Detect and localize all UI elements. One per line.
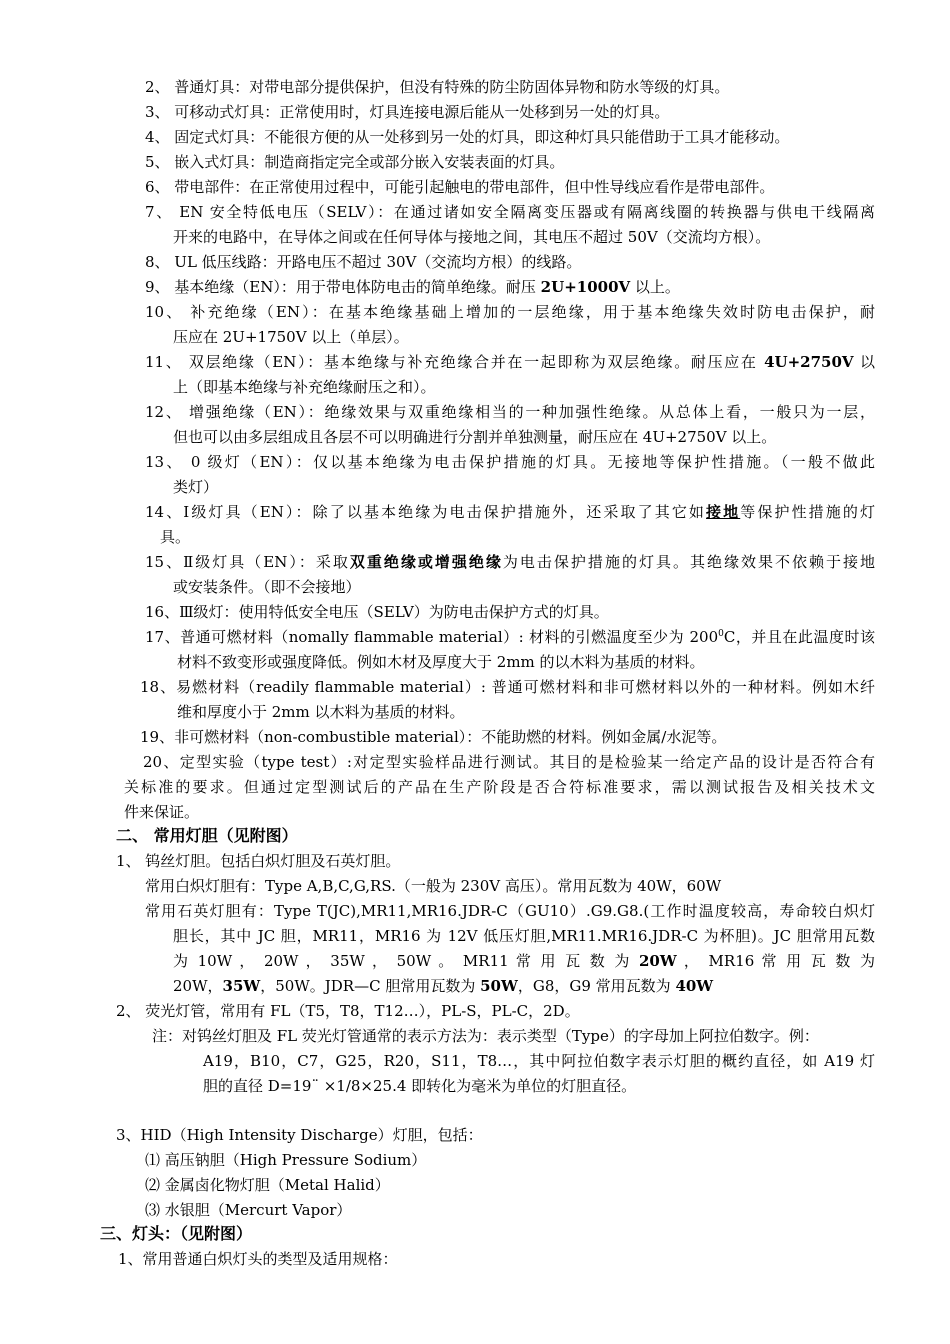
item-11-line2: 上（即基本绝缘与补充绝缘耐压之和）。 [173, 378, 436, 396]
item-15-line1: 15、Ⅱ级灯具（EN）：采取双重绝缘或增强绝缘为电击保护措施的灯具。其绝缘效果不依赖于接地 [145, 553, 875, 571]
item-16: 16、Ⅲ级灯：使用特低安全电压（SELV）为防电击保护方式的灯具。 [145, 603, 609, 621]
item-20-line1: 20、定型实验（type test）:对定型实验样品进行测试。其目的是检验某一给定产品的设计是否符合有 [143, 753, 875, 771]
hid-metal-halide: ⑵ 金属卤化物灯胆（Metal Halid） [145, 1176, 390, 1194]
item-2: 2、 普通灯具：对带电部分提供保护，但没有特殊的防尘防固体异物和防水等级的灯具。 [145, 78, 730, 96]
item-8: 8、 UL 低压线路：开路电压不超过 30V（交流均方根）的线路。 [145, 253, 582, 271]
item-17-line1: 17、普通可燃材料（nomally flammable material）: 材料的引燃温度至少为 $200^0C$，并且在此温度时该 [145, 628, 875, 646]
section-3-heading: 三、灯头：（见附图） [100, 1224, 253, 1243]
item-12-line1: 12、 增强绝缘（EN）：绝缘效果与双重绝缘相当的一种加强性绝缘。从总体上看，一般只为一层， [145, 403, 875, 421]
hid-mercury: ⑶ 水银胆（Mercurt Vapor） [145, 1201, 352, 1219]
item-18-line2: 维和厚度小于 2mm 以木料为基质的材料。 [177, 703, 465, 721]
item-20-line2: 关标准的要求。但通过定型测试后的产品在生产阶段是否合符标准要求，需以测试报告及相关技术文 [124, 778, 875, 796]
hid-hps: ⑴ 高压钠胆（High Pressure Sodium） [145, 1151, 427, 1169]
note-line3: 胆的直径 D=19¨ ×1/8×25.4 即转化为毫米为单位的灯胆直径。 [203, 1077, 637, 1095]
quartz-bulbs-line1: 常用石英灯胆有：Type T(JC),MR11,MR16.JDR-C（GU10）.G9.G8.(工作时温度较高，寿命较白炽灯 [145, 902, 875, 920]
section-2-item-3: 3、HID（High Intensity Discharge）灯胆，包括： [116, 1126, 483, 1144]
item-5: 5、 嵌入式灯具：制造商指定完全或部分嵌入安装表面的灯具。 [145, 153, 565, 171]
quartz-bulbs-line3: 为 10W ， 20W ， 35W ， 50W 。 MR11 常 用 瓦 数 为 20W ， MR16 常 用 瓦 数 为 [173, 952, 875, 970]
note-line1: 注：对钨丝灯胆及 FL 荧光灯管通常的表示方法为：表示类型（Type）的字母加上阿拉伯数字。例： [152, 1027, 819, 1045]
item-10-line2: 压应在 2U+1750V 以上（单层）。 [173, 328, 409, 346]
quartz-bulbs-line2: 胆长，其中 JC 胆，MR11，MR16 为 12V 低压灯胆,MR11.MR16.JDR-C 为杯胆)。JC 胆常用瓦数 [173, 927, 875, 945]
item-7-line1: 7、 EN 安全特低电压（SELV）：在通过诸如安全隔离变压器或有隔离线圈的转换器与供电干线隔离 [145, 203, 875, 221]
item-7-line2: 开来的电路中，在导体之间或在任何导体与接地之间，其电压不超过 50V（交流均方根）。 [173, 228, 771, 246]
item-10-line1: 10、 补充绝缘（EN）：在基本绝缘基础上增加的一层绝缘，用于基本绝缘失效时防电击保护，耐 [145, 303, 875, 321]
item-15-line2: 或安装条件。（即不会接地） [173, 578, 361, 596]
section-2-heading: 二、 常用灯胆（见附图） [116, 826, 298, 845]
item-6: 6、 带电部件：在正常使用过程中，可能引起触电的带电部件，但中性导线应看作是带电部件。 [145, 178, 775, 196]
item-17-line2: 材料不致变形或强度降低。例如木材及厚度大于 2mm 的以木料为基质的材料。 [177, 653, 705, 671]
item-13-line1: 13、 0 级灯（EN）：仅以基本绝缘为电击保护措施的灯具。无接地等保护性措施。（一般不做此 [145, 453, 875, 471]
item-18-line1: 18、易燃材料（readily flammable material）: 普通可燃材料和非可燃材料以外的一种材料。例如木纤 [140, 678, 875, 696]
item-19: 19、非可燃材料（non-combustible material）：不能助燃的材料。例如金属/水泥等。 [140, 728, 727, 746]
quartz-bulbs-line4: 20W，35W，50W。JDR—C 胆常用瓦数为 50W，G8，G9 常用瓦数为 40W [173, 977, 714, 995]
section-3-item-1: 1、常用普通白炽灯头的类型及适用规格： [118, 1250, 398, 1268]
item-9: 9、 基本绝缘（EN）：用于带电体防电击的简单绝缘。耐压 2U+1000V 以上。 [145, 278, 680, 296]
incandescent-bulbs-line: 常用白炽灯胆有：Type A,B,C,G,RS.（一般为 230V 高压）。常用瓦数为 40W，60W [145, 877, 722, 895]
section-2-item-1: 1、 钨丝灯胆。包括白炽灯胆及石英灯胆。 [116, 852, 401, 870]
item-12-line2: 但也可以由多层组成且各层不可以明确进行分割并单独测量，耐压应在 4U+2750V 以上。 [173, 428, 777, 446]
item-13-line2: 类灯） [173, 478, 219, 496]
item-11-line1: 11、 双层绝缘（EN）：基本绝缘与补充绝缘合并在一起即称为双层绝缘。耐压应在 4U+2750V 以 [145, 353, 875, 371]
item-4: 4、 固定式灯具：不能很方便的从一处移到另一处的灯具，即这种灯具只能借助于工具才能移动。 [145, 128, 790, 146]
section-2-item-2: 2、 荧光灯管，常用有 FL（T5，T8，T12…），PL-S，PL-C，2D。 [116, 1002, 580, 1020]
note-line2: A19，B10，C7，G25，R20，S11，T8…，其中阿拉伯数字表示灯胆的概约直径，如 A19 灯 [203, 1052, 875, 1070]
item-14-line1: 14、Ⅰ级灯具（EN）：除了以基本绝缘为电击保护措施外，还采取了其它如接地等保护性措施的灯 [145, 503, 875, 521]
item-3: 3、 可移动式灯具：正常使用时，灯具连接电源后能从一处移到另一处的灯具。 [145, 103, 670, 121]
item-20-line3: 件来保证。 [124, 803, 200, 821]
item-14-line2: 具。 [160, 528, 191, 546]
